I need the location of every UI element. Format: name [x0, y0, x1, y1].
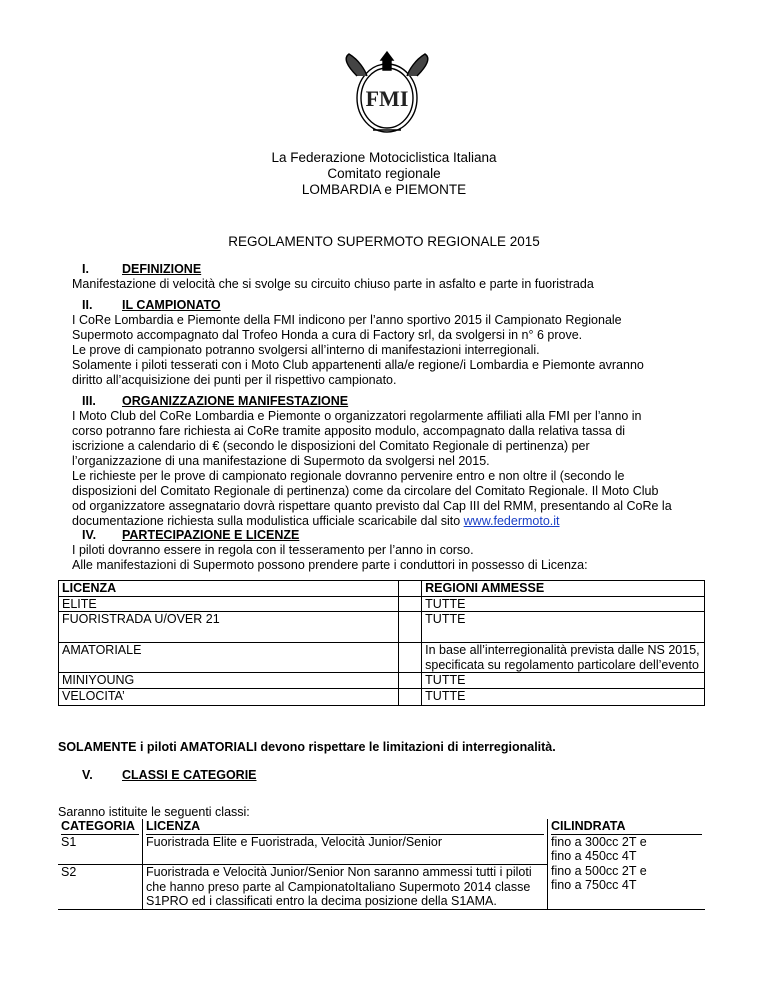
section-text [72, 543, 712, 573]
section-number: I. [82, 262, 89, 276]
table-row [59, 673, 705, 689]
table-cell: AMATORIALE [59, 643, 399, 673]
table-header: REGIONI AMMESSE [422, 581, 705, 597]
section-definizione [72, 262, 712, 292]
table-row [59, 643, 705, 673]
category-s2: S2 [58, 865, 143, 910]
text-line: Le prove di campionato potranno svolgersi all’interno di manifestazioni interregionali. [72, 343, 540, 357]
category-s1: S1 [61, 834, 77, 849]
cilindrata-line: fino a 450cc 4T [551, 849, 637, 863]
table-row [59, 596, 705, 612]
section-heading [72, 528, 712, 543]
classi-intro: Saranno istituite le seguenti classi: [58, 805, 250, 819]
table-header: CILINDRATA [551, 819, 702, 835]
table-header: LICENZA [59, 581, 399, 597]
section-campionato [72, 298, 712, 388]
text-line: Manifestazione di velocità che si svolge su circuito chiuso parte in asfalto e parte in fuoristrada [72, 277, 594, 291]
text-line: I CoRe Lombardia e Piemonte della FMI indicono per l’anno sportivo 2015 il Campionato Regionale [72, 313, 622, 327]
table-cell: In base all’interregionalità prevista dalle NS 2015, specificata su regolamento particolare dell’evento [422, 643, 705, 673]
text-line: Alle manifestazioni di Supermoto possono prendere parte i conduttori in possesso di Licenza: [72, 558, 588, 572]
text-line: l’organizzazione di una manifestazione di Supermoto da svolgersi nel 2015. [72, 454, 490, 468]
header-line-2: Comitato regionale [327, 166, 441, 181]
table-cell: TUTTE [422, 596, 705, 612]
table-cell: VELOCITA’ [59, 688, 399, 705]
section-title: PARTECIPAZIONE E LICENZE [122, 528, 300, 542]
section-text [72, 313, 712, 388]
licenza-s1: Fuoristrada Elite e Fuoristrada, Velocità Junior/Senior [146, 834, 442, 849]
section-text [72, 277, 712, 292]
table-cell: ELITE [59, 596, 399, 612]
text-line: corso potranno fare richiesta ai CoRe tramite apposito modulo, accompagnato dalla relativa tassa di [72, 424, 626, 438]
note-amatoriali: SOLAMENTE i piloti AMATORIALI devono rispettare le limitazioni di interregionalità. [58, 740, 556, 754]
cilindrata-line: fino a 300cc 2T e [551, 834, 647, 849]
table-cell: TUTTE [422, 612, 705, 643]
section-number: IV. [82, 528, 97, 542]
section-organizzazione [72, 394, 712, 529]
section-number: II. [82, 298, 93, 312]
text-line: diritto all’acquisizione dei punti per il rispettivo campionato. [72, 373, 397, 387]
licenza-s2: Fuoristrada e Velocità Junior/Senior Non saranno ammessi tutti i piloti che hanno preso parte al CampionatoItaliano Supermoto 2014 classe S1PRO ed i classificati entro la decima posizione della S1AMA. [143, 865, 548, 910]
section-title: ORGANIZZAZIONE MANIFESTAZIONE [122, 394, 349, 408]
section-partecipazione [72, 528, 712, 573]
text-line: disposizioni del Comitato Regionale di pertinenza) come da circolare del Comitato Regionale. Il Moto Club [72, 484, 659, 498]
text-line: I Moto Club del CoRe Lombardia e Piemonte o organizzatori regolarmente affiliati alla FMI per l’anno in [72, 409, 642, 423]
cilindrata-line: fino a 500cc 2T e [551, 863, 647, 878]
section-classi [72, 768, 712, 783]
text-line: Solamente i piloti tesserati con i Moto Club appartenenti alla/e regione/i Lombardia e Piemonte avranno [72, 358, 644, 372]
table-row [59, 688, 705, 705]
section-title: DEFINIZIONE [122, 262, 202, 276]
section-heading [72, 394, 712, 409]
table-cell: MINIYOUNG [59, 673, 399, 689]
table-row [58, 819, 705, 865]
licenze-table [58, 580, 705, 706]
section-heading [72, 768, 712, 783]
classi-table [58, 819, 705, 910]
table-header-row [59, 581, 705, 597]
section-text [72, 409, 712, 529]
header-line-1: La Federazione Motociclistica Italiana [271, 150, 497, 165]
section-heading [72, 262, 712, 277]
table-row [59, 612, 705, 643]
text-line: Supermoto accompagnato dal Trofeo Honda a cura di Factory srl, da svolgersi in n° 6 prove. [72, 328, 583, 342]
table-cell [58, 819, 143, 865]
table-header: LICENZA [146, 819, 544, 835]
fmi-logo [343, 46, 431, 138]
section-number: III. [82, 394, 96, 408]
text-line: Le richieste per le prove di campionato regionale dovranno pervenire entro e non oltre il (secondo le [72, 469, 625, 483]
document-title: REGOLAMENTO SUPERMOTO REGIONALE 2015 [228, 234, 540, 249]
table-header: CATEGORIA [61, 819, 139, 835]
text-line [72, 514, 712, 529]
text-line: od organizzatore assegnatario dovrà rispettare quanto previsto dal Cap III del RMM, presentando al CoRe la [72, 499, 672, 513]
table-cell [143, 819, 548, 865]
header-block [0, 150, 768, 198]
cilindrata-line: fino a 750cc 4T [551, 878, 637, 892]
section-title: IL CAMPIONATO [122, 298, 221, 312]
section-title: CLASSI E CATEGORIE [122, 768, 257, 782]
table-cell [548, 819, 706, 909]
header-line-3: LOMBARDIA e PIEMONTE [301, 182, 467, 197]
table-cell: TUTTE [422, 688, 705, 705]
text-fragment: documentazione richiesta sulla modulistica ufficiale scaricabile dal sito [72, 514, 464, 528]
text-line: I piloti dovranno essere in regola con il tesseramento per l’anno in corso. [72, 543, 474, 557]
federmoto-link[interactable]: www.federmoto.it [463, 514, 560, 528]
text-line: iscrizione a calendario di € (secondo le disposizioni del Comitato Regionale di pertinenza) per [72, 439, 590, 453]
section-number: V. [82, 768, 93, 782]
section-heading [72, 298, 712, 313]
table-cell: FUORISTRADA U/OVER 21 [59, 612, 399, 643]
logo-text: FMI [365, 86, 409, 111]
table-cell: TUTTE [422, 673, 705, 689]
